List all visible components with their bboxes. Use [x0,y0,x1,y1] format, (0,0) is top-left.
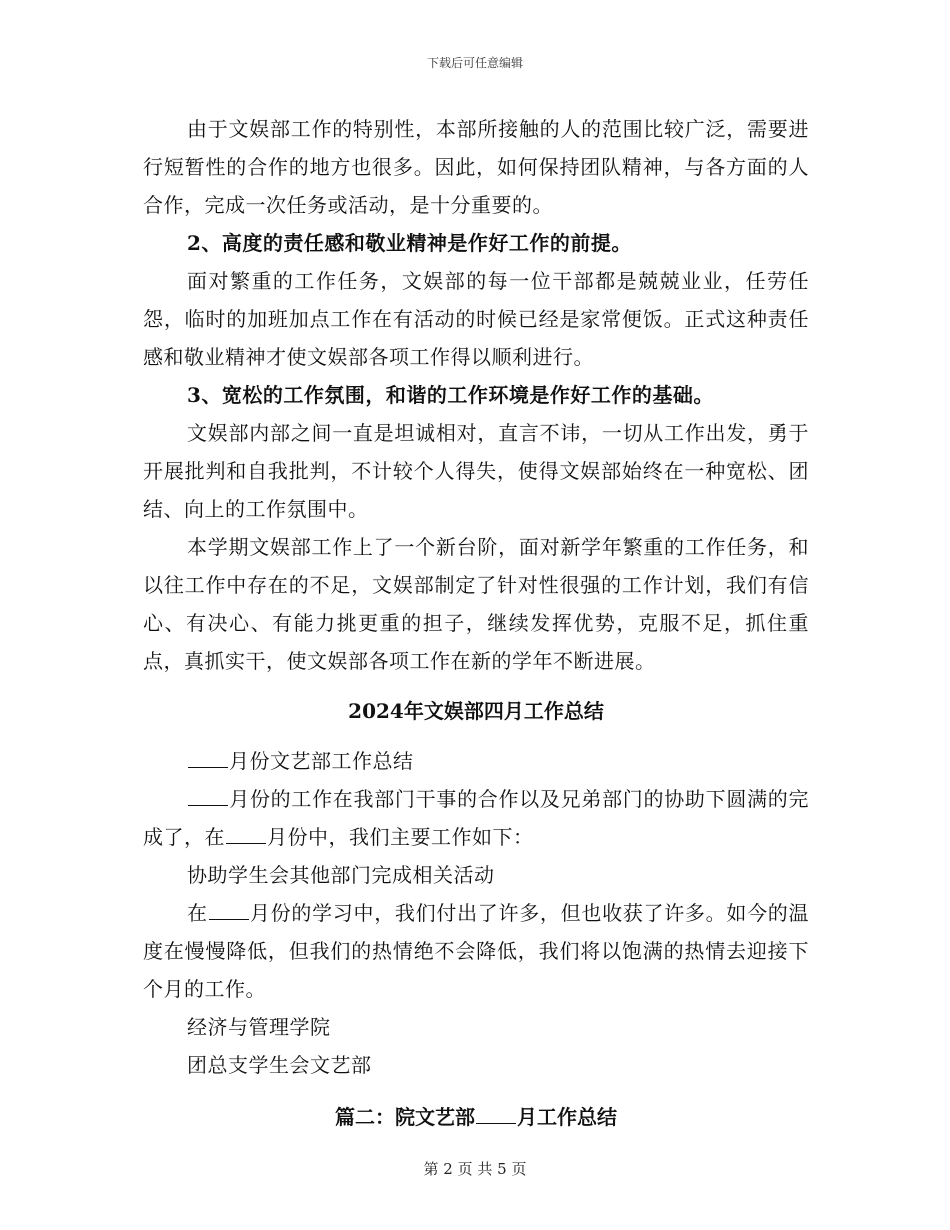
fill-in-blank [188,747,228,768]
study-prefix: 在 [187,901,208,925]
part2-title-suffix: 月工作总结 [517,1105,617,1129]
page-header: 下载后可任意编辑 [426,56,523,70]
paragraph-month-title [143,742,809,780]
section-title-part2 [143,1098,809,1136]
paragraph-month-work [143,780,809,856]
part2-title-prefix: 篇二：院文艺部 [335,1105,475,1129]
study-text: 月份的学习中，我们付出了许多，但也收获了许多。如今的温度在慢慢降低，但我们的热情绝不会降低，我们将以饱满的热情去迎接下个月的工作。 [143,901,810,1001]
paragraph-assist: 协助学生会其他部门完成相关活动 [187,863,495,887]
month-work-text-1: 月份的工作在我部门干事的合作以及兄弟部门的协助下圆满的完成了，在 [143,787,809,849]
paragraph-study [143,894,809,1008]
paragraph-school: 经济与管理学院 [187,1015,331,1039]
document-body [143,110,809,1136]
paragraph-department: 团总支学生会文艺部 [187,1053,372,1077]
page-footer: 第 2 页 共 5 页 [423,1160,527,1178]
fill-in-blank [226,823,266,844]
fill-in-blank [188,785,228,806]
fill-in-blank [209,899,249,920]
section-title-april: 2024年文娱部四月工作总结 [348,699,604,723]
paragraph-responsibility: 面对繁重的工作任务，文娱部的每一位干部都是兢兢业业，任劳任怨，临时的加班加点工作在有活动的时候已经是家常便饭。正式这种责任感和敬业精神才使文娱部各项工作得以顺利进行。 [143,269,809,369]
paragraph-semester-summary: 本学期文娱部工作上了一个新台阶，面对新学年繁重的工作任务，和以往工作中存在的不足，文娱部制定了针对性很强的工作计划，我们有信心、有决心、有能力挑更重的担子，继续发挥优势，克服不足，抓住重点，真抓实干，使文娱部各项工作在新的学年不断进展。 [143,535,809,673]
paragraph-teamwork: 由于文娱部工作的特别性，本部所接触的人的范围比较广泛，需要进行短暂性的合作的地方也很多。因此，如何保持团队精神，与各方面的人合作，完成一次任务或活动，是十分重要的。 [143,117,809,217]
month-title-text: 月份文艺部工作总结 [229,749,414,773]
point-2-heading: 2、高度的责任感和敬业精神是作好工作的前提。 [187,231,632,255]
fill-in-blank [476,1103,516,1124]
month-work-text-2: 月份中，我们主要工作如下： [267,825,534,849]
point-3-heading: 3、宽松的工作氛围，和谐的工作环境是作好工作的基础。 [187,383,714,407]
paragraph-atmosphere: 文娱部内部之间一直是坦诚相对，直言不讳，一切从工作出发，勇于开展批判和自我批判，不计较个人得失，使得文娱部始终在一种宽松、团结、向上的工作氛围中。 [143,421,809,521]
